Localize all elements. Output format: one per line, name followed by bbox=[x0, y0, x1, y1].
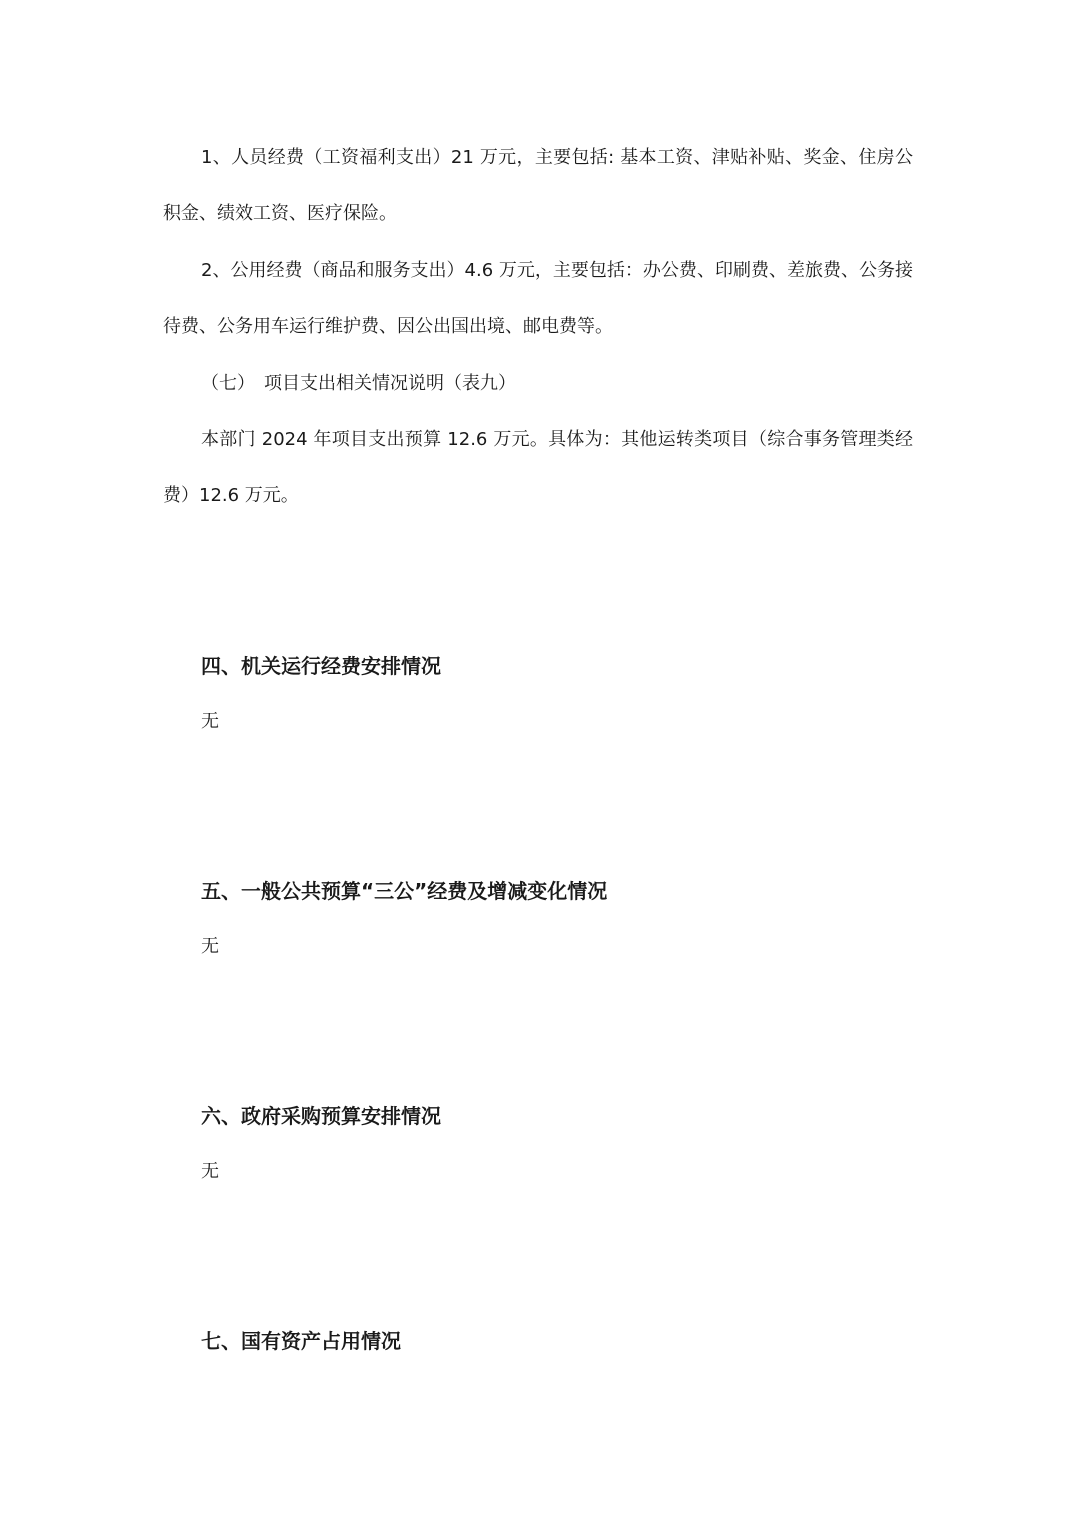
section-heading-agency-operation: 四、机关运行经费安排情况 bbox=[201, 654, 441, 678]
paragraph-project-expense: 本部门 2024 年项目支出预算 12.6 万元。具体为：其他运转类项目（综合事务管理类经费）12.6 万元。 bbox=[163, 429, 913, 506]
section-heading-three-public: 五、一般公共预算“三公”经费及增减变化情况 bbox=[201, 879, 608, 903]
section-body-government-procurement: 无 bbox=[201, 1161, 219, 1182]
section-body-agency-operation: 无 bbox=[201, 711, 219, 732]
paragraph-public-expense: 2、公用经费（商品和服务支出）4.6 万元，主要包括：办公费、印刷费、差旅费、公务接待费、公务用车运行维护费、因公出国出境、邮电费等。 bbox=[163, 260, 913, 337]
section-heading-government-procurement: 六、政府采购预算安排情况 bbox=[201, 1104, 441, 1128]
section-heading-state-assets: 七、国有资产占用情况 bbox=[201, 1329, 401, 1353]
section-body-three-public: 无 bbox=[201, 936, 219, 957]
subsection-title-project-expense: （七） 项目支出相关情况说明（表九） bbox=[201, 373, 516, 394]
paragraph-personnel-expense: 1、人员经费（工资福利支出）21 万元，主要包括: 基本工资、津贴补贴、奖金、住房公积金、绩效工资、医疗保险。 bbox=[163, 147, 913, 224]
